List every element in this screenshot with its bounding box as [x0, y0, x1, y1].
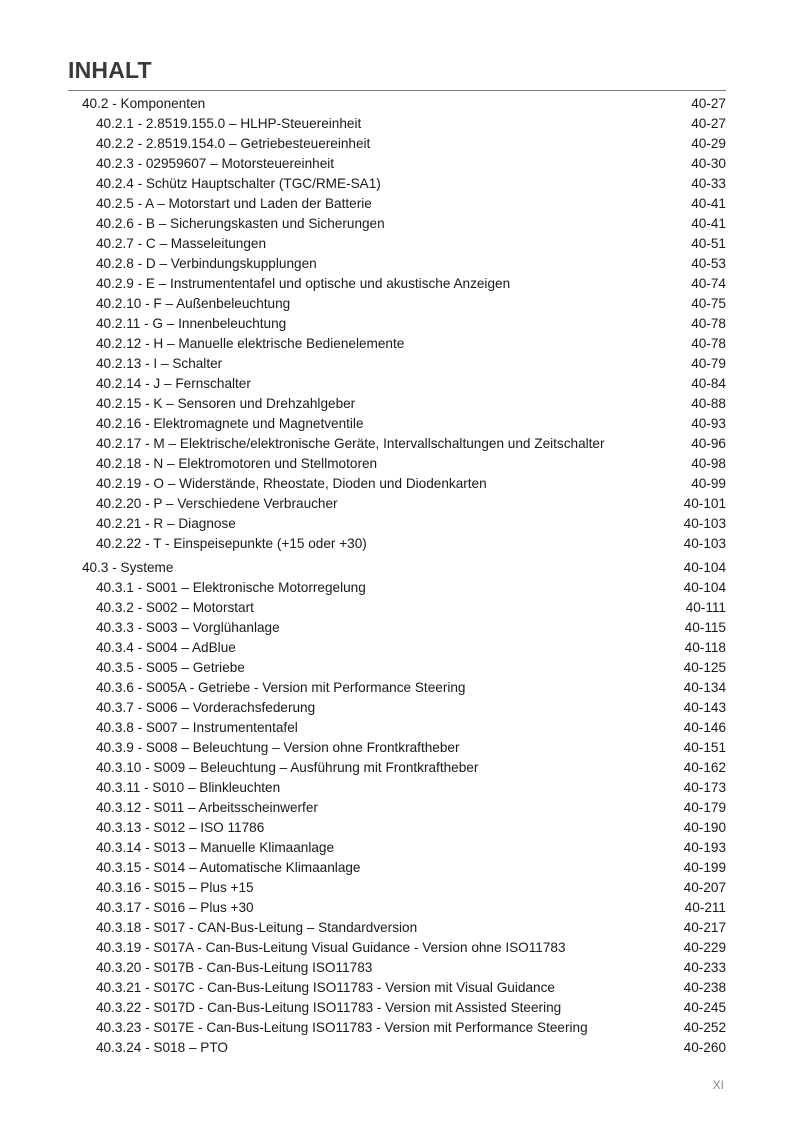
toc-entry[interactable] — [0, 978, 794, 998]
toc-entry-title: 40.2.15 - K – Sensoren und Drehzahlgeber — [96, 396, 356, 411]
toc-entry-title: 40.3.24 - S018 – PTO — [96, 1040, 228, 1055]
toc-entry-title: 40.3.16 - S015 – Plus +15 — [96, 880, 254, 895]
toc-entry[interactable] — [0, 314, 794, 334]
toc-entry-page: 40-143 — [683, 700, 726, 715]
toc-entry[interactable] — [0, 194, 794, 214]
toc-entry-page: 40-207 — [683, 880, 726, 895]
toc-entry[interactable] — [0, 1018, 794, 1038]
toc-entry-page: 40-29 — [691, 136, 726, 151]
toc-entry[interactable] — [0, 394, 794, 414]
toc-entry-page: 40-53 — [691, 256, 726, 271]
title-divider — [68, 90, 726, 91]
toc-entry[interactable] — [0, 174, 794, 194]
toc-entry-title: 40.3.2 - S002 – Motorstart — [96, 600, 254, 615]
toc-entry-page: 40-78 — [691, 336, 726, 351]
toc-entry-page: 40-41 — [691, 216, 726, 231]
toc-entry-page: 40-33 — [691, 176, 726, 191]
toc-entry-title: 40.3.21 - S017C - Can-Bus-Leitung ISO11783 - Version mit Visual Guidance — [96, 980, 555, 995]
toc-section-title: 40.2 - Komponenten — [82, 96, 206, 111]
toc-entry-page: 40-88 — [691, 396, 726, 411]
toc-entry-title: 40.3.18 - S017 - CAN-Bus-Leitung – Standardversion — [96, 920, 418, 935]
toc-entry-page: 40-134 — [683, 680, 726, 695]
toc-entry-title: 40.2.3 - 02959607 – Motorsteuereinheit — [96, 156, 335, 171]
toc-entry-title: 40.2.20 - P – Verschiedene Verbraucher — [96, 496, 338, 511]
toc-entry-page: 40-179 — [683, 800, 726, 815]
toc-entry-title: 40.2.18 - N – Elektromotoren und Stellmotoren — [96, 456, 378, 471]
toc-section-page: 40-104 — [683, 560, 726, 575]
toc-entry-page: 40-260 — [683, 1040, 726, 1055]
toc-entry[interactable] — [0, 534, 794, 554]
toc-entry[interactable] — [0, 494, 794, 514]
toc-entry[interactable] — [0, 334, 794, 354]
page-number: XI — [712, 1078, 724, 1092]
toc-entry[interactable] — [0, 838, 794, 858]
toc-entry[interactable] — [0, 818, 794, 838]
toc-entry[interactable] — [0, 374, 794, 394]
toc-entry-title: 40.2.8 - D – Verbindungskupplungen — [96, 256, 317, 271]
toc-entry-title: 40.3.17 - S016 – Plus +30 — [96, 900, 254, 915]
toc-entry[interactable] — [0, 254, 794, 274]
toc-entry[interactable] — [0, 618, 794, 638]
toc-entry[interactable] — [0, 958, 794, 978]
toc-entry[interactable] — [0, 678, 794, 698]
toc-entry-page: 40-118 — [684, 640, 726, 655]
toc-entry[interactable] — [0, 598, 794, 618]
toc-entry-title: 40.2.12 - H – Manuelle elektrische Bedienelemente — [96, 336, 405, 351]
toc-entry-page: 40-101 — [683, 496, 726, 511]
toc-entry[interactable] — [0, 858, 794, 878]
toc-entry-title: 40.3.3 - S003 – Vorglühanlage — [96, 620, 280, 635]
toc-entry-page: 40-238 — [683, 980, 726, 995]
toc-entry-title: 40.2.1 - 2.8519.155.0 – HLHP-Steuereinheit — [96, 116, 362, 131]
toc-entry-page: 40-229 — [683, 940, 726, 955]
toc-entry-title: 40.2.10 - F – Außenbeleuchtung — [96, 296, 291, 311]
toc-entry-title: 40.3.14 - S013 – Manuelle Klimaanlage — [96, 840, 335, 855]
toc-entry-page: 40-199 — [683, 860, 726, 875]
toc-entry-title: 40.3.23 - S017E - Can-Bus-Leitung ISO11783 - Version mit Performance Steering — [96, 1020, 588, 1035]
toc-entry[interactable] — [0, 578, 794, 598]
toc-entry[interactable] — [0, 474, 794, 494]
toc-entry-title: 40.3.12 - S011 – Arbeitsscheinwerfer — [96, 800, 318, 815]
toc-entry-title: 40.3.8 - S007 – Instrumententafel — [96, 720, 298, 735]
toc-entry-page: 40-78 — [691, 316, 726, 331]
toc-entry-title: 40.3.1 - S001 – Elektronische Motorregelung — [96, 580, 366, 595]
toc-section[interactable] — [0, 558, 794, 578]
toc-entry-title: 40.2.7 - C – Masseleitungen — [96, 236, 267, 251]
toc-entry-page: 40-103 — [683, 536, 726, 551]
toc-entry-page: 40-151 — [683, 740, 726, 755]
toc-entry-title: 40.3.22 - S017D - Can-Bus-Leitung ISO11783 - Version mit Assisted Steering — [96, 1000, 562, 1015]
toc-entry-page: 40-75 — [691, 296, 726, 311]
toc-entry-page: 40-84 — [691, 376, 726, 391]
toc-entry-title: 40.3.20 - S017B - Can-Bus-Leitung ISO11783 — [96, 960, 373, 975]
toc-entry-page: 40-125 — [683, 660, 726, 675]
toc-entry-title: 40.3.5 - S005 – Getriebe — [96, 660, 245, 675]
toc-entry[interactable] — [0, 234, 794, 254]
toc-entry-title: 40.2.22 - T - Einspeisepunkte (+15 oder +30) — [96, 536, 367, 551]
toc-entry-title: 40.2.5 - A – Motorstart und Laden der Batterie — [96, 196, 372, 211]
toc-entry-page: 40-79 — [691, 356, 726, 371]
toc-entry-page: 40-27 — [691, 116, 726, 131]
toc-entry-title: 40.2.4 - Schütz Hauptschalter (TGC/RME-SA1) — [96, 176, 381, 191]
toc-entry-page: 40-252 — [683, 1020, 726, 1035]
toc-entry[interactable] — [0, 454, 794, 474]
toc-entry-title: 40.2.13 - I – Schalter — [96, 356, 223, 371]
toc-entry[interactable] — [0, 778, 794, 798]
toc-entry[interactable] — [0, 638, 794, 658]
toc-entry-page: 40-173 — [683, 780, 726, 795]
toc-entry-title: 40.2.2 - 2.8519.154.0 – Getriebesteuereinheit — [96, 136, 371, 151]
toc-entry[interactable] — [0, 154, 794, 174]
toc-entry-page: 40-115 — [684, 620, 726, 635]
toc-entry-page: 40-162 — [683, 760, 726, 775]
toc-entry[interactable] — [0, 758, 794, 778]
toc-section-page: 40-27 — [691, 96, 726, 111]
toc-entry[interactable] — [0, 738, 794, 758]
toc-entry[interactable] — [0, 294, 794, 314]
toc-entry-page: 40-245 — [683, 1000, 726, 1015]
toc-entry[interactable] — [0, 918, 794, 938]
toc-entry[interactable] — [0, 214, 794, 234]
toc-entry-page: 40-193 — [683, 840, 726, 855]
toc-entry-page: 40-41 — [691, 196, 726, 211]
toc-entry-page: 40-30 — [691, 156, 726, 171]
toc-entry[interactable] — [0, 718, 794, 738]
toc-entry-page: 40-99 — [691, 476, 726, 491]
toc-entry-page: 40-233 — [683, 960, 726, 975]
toc-entry-title: 40.3.10 - S009 – Beleuchtung – Ausführung mit Frontkraftheber — [96, 760, 479, 775]
toc-entry-title: 40.3.13 - S012 – ISO 11786 — [96, 820, 265, 835]
toc-entry-title: 40.3.4 - S004 – AdBlue — [96, 640, 236, 655]
toc-section[interactable] — [0, 94, 794, 114]
toc-entry-page: 40-104 — [683, 580, 726, 595]
toc-entry-page: 40-51 — [691, 236, 726, 251]
toc-entry[interactable] — [0, 698, 794, 718]
toc-entry-title: 40.2.6 - B – Sicherungskasten und Sicherungen — [96, 216, 385, 231]
toc-section-title: 40.3 - Systeme — [82, 560, 174, 575]
toc-entry[interactable] — [0, 658, 794, 678]
toc-entry-title: 40.2.16 - Elektromagnete und Magnetventile — [96, 416, 364, 431]
toc-entry[interactable] — [0, 798, 794, 818]
toc-entry[interactable] — [0, 134, 794, 154]
toc-entry-title: 40.3.11 - S010 – Blinkleuchten — [96, 780, 281, 795]
toc-entry-page: 40-98 — [691, 456, 726, 471]
toc-entry[interactable] — [0, 938, 794, 958]
toc-entry-page: 40-74 — [691, 276, 726, 291]
toc-entry[interactable] — [0, 1038, 794, 1058]
toc-entry-title: 40.3.6 - S005A - Getriebe - Version mit Performance Steering — [96, 680, 466, 695]
toc-entry-page: 40-146 — [683, 720, 726, 735]
toc-entry-title: 40.2.19 - O – Widerstände, Rheostate, Dioden und Diodenkarten — [96, 476, 487, 491]
toc-entry-title: 40.3.9 - S008 – Beleuchtung – Version ohne Frontkraftheber — [96, 740, 460, 755]
toc-entry-page: 40-111 — [685, 600, 726, 615]
toc-entry[interactable] — [0, 434, 794, 454]
toc-entry[interactable] — [0, 114, 794, 134]
toc-entry-page: 40-211 — [684, 900, 726, 915]
toc-entry[interactable] — [0, 898, 794, 918]
toc-entry-title: 40.3.15 - S014 – Automatische Klimaanlage — [96, 860, 361, 875]
toc-entry-page: 40-103 — [683, 516, 726, 531]
toc-entry[interactable] — [0, 514, 794, 534]
toc-entry-title: 40.2.14 - J – Fernschalter — [96, 376, 251, 391]
toc-entry-title: 40.2.11 - G – Innenbeleuchtung — [96, 316, 287, 331]
toc-entry[interactable] — [0, 354, 794, 374]
toc-entry-page: 40-96 — [691, 436, 726, 451]
toc-entry-title: 40.2.21 - R – Diagnose — [96, 516, 236, 531]
page-title: INHALT — [68, 57, 152, 83]
toc-entry-page: 40-93 — [691, 416, 726, 431]
toc-entry[interactable] — [0, 274, 794, 294]
toc-entry-title: 40.3.7 - S006 – Vorderachsfederung — [96, 700, 316, 715]
toc-entry[interactable] — [0, 878, 794, 898]
toc-entry-title: 40.2.17 - M – Elektrische/elektronische Geräte, Intervallschaltungen und Zeitschalter — [96, 436, 605, 451]
toc-entry-page: 40-217 — [683, 920, 726, 935]
toc-entry[interactable] — [0, 998, 794, 1018]
toc-entry[interactable] — [0, 414, 794, 434]
toc-entry-title: 40.2.9 - E – Instrumententafel und optische und akustische Anzeigen — [96, 276, 511, 291]
toc-entry-page: 40-190 — [683, 820, 726, 835]
toc-entry-title: 40.3.19 - S017A - Can-Bus-Leitung Visual Guidance - Version ohne ISO11783 — [96, 940, 566, 955]
